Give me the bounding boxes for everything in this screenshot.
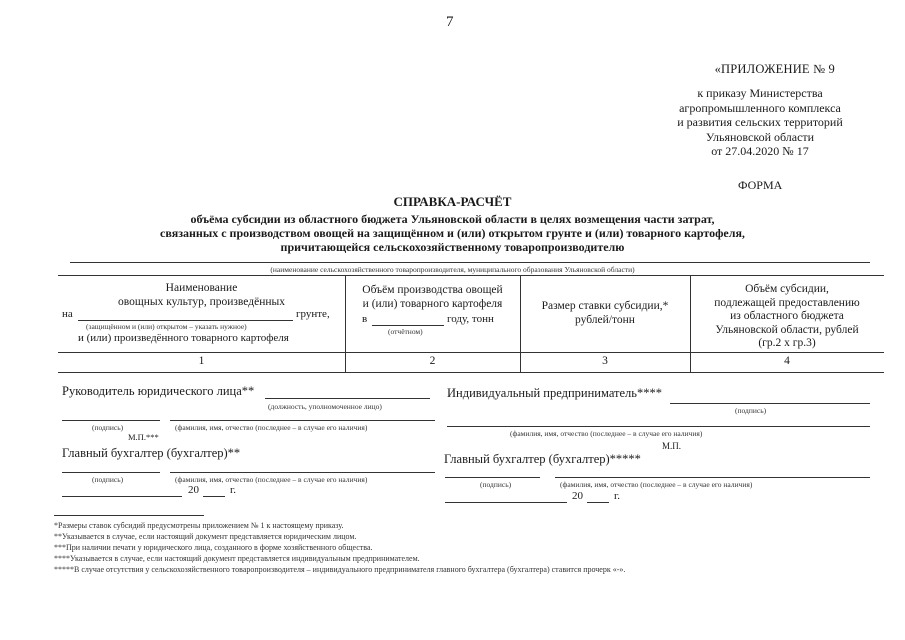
entrepreneur-signature-field[interactable]	[670, 403, 870, 404]
order-reference	[660, 86, 860, 159]
order-line: агропромышленного комплекса	[679, 100, 841, 115]
subtitle-line: связанных с производством овощей на защищённом и (или) открытом грунте и (или) товарного картофеля,	[160, 226, 745, 240]
subtitle-line: причитающейся сельскохозяйственному товаропроизводителю	[280, 240, 625, 254]
form-label: ФОРМА	[738, 178, 783, 192]
entrepreneur-name-caption: (фамилия, имя, отчество (последнее – в случае его наличия)	[510, 429, 703, 438]
page-number: 7	[446, 14, 454, 30]
col4-line: из областного бюджета	[730, 310, 844, 322]
head-signature-caption: (подпись)	[92, 423, 124, 432]
col2-suffix: году, тонн	[447, 313, 494, 325]
left-date-suffix: г.	[230, 484, 237, 496]
col2-year-field[interactable]	[372, 325, 444, 326]
col4-line: подлежащей предоставлению	[714, 296, 860, 309]
footnote: *****В случае отсутствия у сельскохозяйственного товаропроизводителя – индивидуального предпринимателя главного бухгалтера (бухгалтера) ставится прочерк «-».	[54, 565, 626, 574]
right-accountant-name-field[interactable]	[555, 477, 870, 478]
producer-caption: (наименование сельскохозяйственного товаропроизводителя, муниципального образования Ульяновской области)	[270, 265, 635, 274]
footnotes	[54, 520, 625, 575]
left-accountant-name-caption: (фамилия, имя, отчество (последнее – в случае его наличия)	[175, 475, 368, 484]
order-line: от 27.04.2020 № 17	[711, 144, 809, 158]
col1-line: овощных культур, произведённых	[118, 295, 285, 308]
right-date-day-field[interactable]	[445, 502, 567, 503]
col1-line: Наименование	[165, 282, 238, 294]
head-of-legal-entity-label: Руководитель юридического лица**	[62, 384, 255, 398]
col4-number: 4	[784, 355, 790, 367]
col3-line: рублей/тонн	[575, 313, 635, 326]
col2-line: Объём производства овощей	[362, 284, 503, 296]
left-date-year: 20	[188, 484, 199, 496]
table-header-border	[58, 352, 884, 353]
col2-hint: (отчётном)	[388, 327, 423, 336]
document-title: СПРАВКА-РАСЧЁТ	[393, 194, 512, 209]
col2-line: и (или) товарного картофеля	[362, 297, 503, 310]
col1-number: 1	[198, 355, 205, 367]
col1-ground-field[interactable]	[78, 320, 293, 321]
col4-line: Ульяновской области, рублей	[715, 323, 859, 336]
col1-prefix: на	[62, 308, 73, 320]
footnote: **Указывается в случае, если настоящий документ представляется юридическим лицом.	[54, 532, 357, 541]
col3-number: 3	[602, 355, 608, 367]
right-date-suffix: г.	[614, 490, 621, 502]
left-accountant-label: Главный бухгалтер (бухгалтер)**	[62, 446, 241, 460]
col3-header	[520, 300, 690, 327]
col1-suffix: грунте,	[296, 308, 330, 320]
col1-line4: и (или) произведённого товарного картофеля	[78, 332, 289, 344]
footnote: *Размеры ставок субсидий предусмотрены приложением № 1 к настоящему приказу.	[54, 521, 344, 530]
right-accountant-name-caption: (фамилия, имя, отчество (последнее – в случае его наличия)	[560, 480, 753, 489]
head-position-field[interactable]	[265, 398, 430, 399]
left-accountant-name-field[interactable]	[170, 472, 435, 473]
entrepreneur-name-field[interactable]	[447, 426, 870, 427]
right-accountant-signature-caption: (подпись)	[480, 480, 512, 489]
order-line: к приказу Министерства	[697, 86, 823, 100]
right-date-year-field[interactable]	[587, 502, 609, 503]
left-date-year-field[interactable]	[203, 496, 225, 497]
right-accountant-signature-field[interactable]	[445, 477, 540, 478]
footnote: ***При наличии печати у юридического лица, созданного в форме хозяйственного общества.	[54, 543, 373, 552]
subtitle-line: объёма субсидии из областного бюджета Ульяновской области в целях возмещения части затрат,	[190, 212, 715, 226]
entrepreneur-label: Индивидуальный предприниматель****	[447, 386, 662, 400]
entrepreneur-signature-caption: (подпись)	[735, 406, 767, 415]
head-stamp: М.П.***	[128, 432, 159, 442]
col4-line: Объём субсидии,	[745, 283, 829, 295]
table-bottom-border	[58, 372, 884, 373]
right-date-year: 20	[572, 490, 583, 502]
head-signature-field[interactable]	[62, 420, 160, 421]
col1-hint: (защищённом и (или) открытом – указать нужное)	[86, 322, 247, 331]
left-accountant-signature-caption: (подпись)	[92, 475, 124, 484]
right-accountant-label: Главный бухгалтер (бухгалтер)*****	[444, 452, 641, 466]
footnote-separator	[54, 515, 204, 516]
head-name-field[interactable]	[170, 420, 435, 421]
left-date-day-field[interactable]	[62, 496, 182, 497]
footnote: ****Указывается в случае, если настоящий документ представляется индивидуальным предпринимателем.	[54, 554, 420, 563]
head-position-caption: (должность, уполномоченное лицо)	[268, 402, 382, 411]
head-name-caption: (фамилия, имя, отчество (последнее – в случае его наличия)	[175, 423, 368, 432]
producer-name-line[interactable]	[70, 262, 870, 263]
left-accountant-signature-field[interactable]	[62, 472, 160, 473]
col4-line: (гр.2 х гр.3)	[758, 337, 816, 349]
col4-header	[690, 283, 884, 351]
col2-number: 2	[429, 355, 436, 367]
table-top-border	[58, 275, 884, 276]
appendix-title: «ПРИЛОЖЕНИЕ № 9	[714, 62, 835, 76]
col2-header	[345, 284, 520, 311]
col3-line: Размер ставки субсидии,*	[541, 300, 669, 312]
document-subtitle	[0, 212, 905, 254]
order-line: и развития сельских территорий	[677, 115, 843, 129]
col1-header	[58, 282, 345, 309]
col2-prefix: в	[362, 313, 368, 325]
order-line: Ульяновской области	[705, 129, 815, 144]
entrepreneur-stamp: М.П.	[662, 441, 682, 451]
